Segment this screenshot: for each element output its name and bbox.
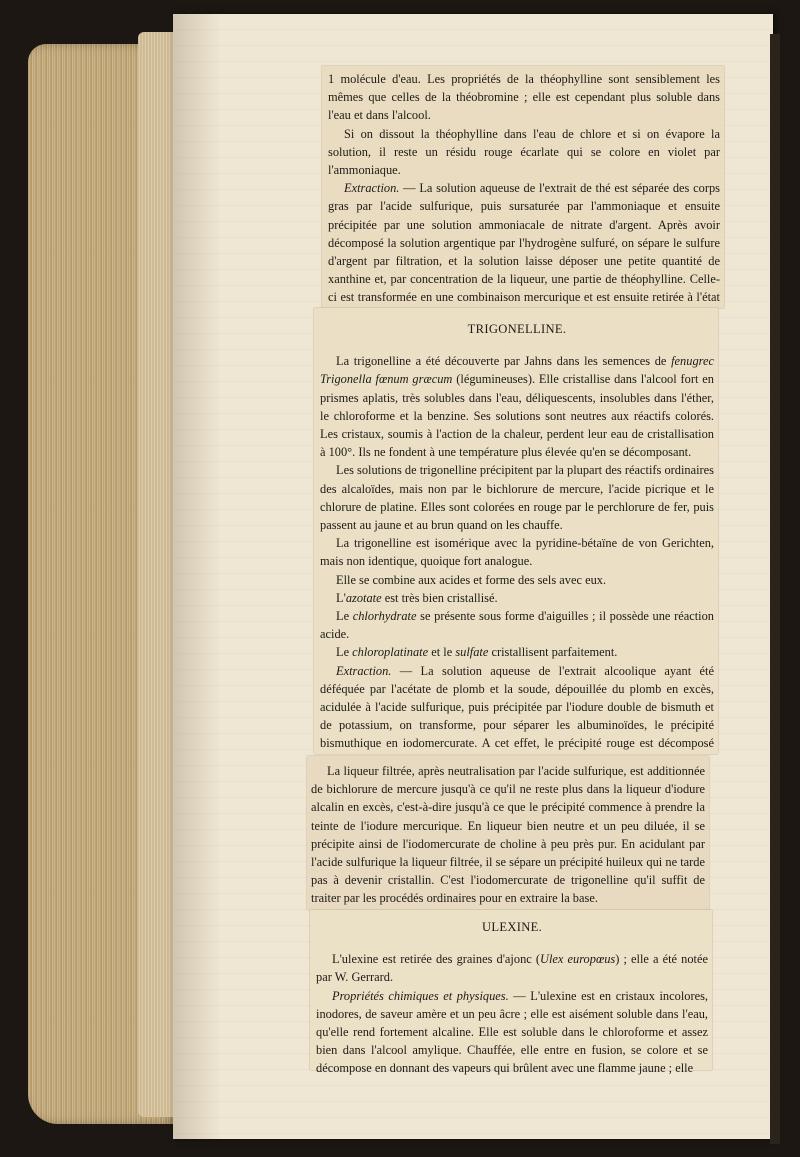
italic-text: azotate (345, 590, 382, 605)
text: ) ; elle a été notée par W. Gerrard. (316, 952, 708, 985)
paragraph (316, 987, 708, 1078)
paragraph: Elle se combine aux acides et forme des sels avec eux. (336, 572, 607, 587)
text: — La solution aqueuse de l'extrait alcoolique ayant été déféquée par l'acétate de plomb et la soude, dépouillée du plomb en excès, acidulée à l'acide sulfurique, puis précipitée par l'iodure double de bismuth et de potassium, on transforme, pour séparer les albuminoïdes, le précipité bismuthique en iodomercurate. A cet effet, le précipité rouge est décomposé (320, 663, 714, 751)
text: L'ulexine est retirée des graines d'ajonc ( (332, 952, 540, 967)
binding-shadow (770, 34, 780, 1144)
clipping-theophylline (322, 66, 724, 308)
italic-text: chloroplatinate (352, 645, 429, 660)
text: Le (336, 609, 353, 624)
run-in-heading: Extraction. (344, 181, 400, 196)
text: se présente sous forme d'aiguilles ; il possède une réaction acide. (320, 609, 714, 642)
section-heading: TRIGONELLINE. (467, 322, 567, 336)
clipping-trigonelline (314, 308, 718, 754)
text: L' (336, 590, 346, 605)
paragraph: La liqueur filtrée, après neutralisation par l'acide sulfurique, est additionnée de bichlorure de mercure jusqu'à ce qu'il ne reste plus dans la liqueur d'iodure alcalin en excès, c'est-à-dire jusqu'à ce que le précipité commence à prendre la teinte de l'iodure mercurique. En liqueur bien neutre et un peu diluée, il se précipite ainsi de l'iodomercurate de choline à peu près pur. En acidulant par l'acide sulfurique la liqueur filtrée, il se sépare un précipité huileux qui ne tarde pas à devenir cristallin. C'est l'iodomercurate de trigonelline qu'il suffit de traiter par les procédés ordinaires pour en extraire la base. (311, 764, 705, 906)
section-heading: ULEXINE. (481, 920, 543, 934)
paragraph: 1 molécule d'eau. Les propriétés de la théophylline sont sensiblement les mêmes que celles de la théobromine ; elle est cependant plus soluble dans l'eau et dans l'alcool. (328, 72, 720, 123)
paragraph (320, 662, 714, 771)
page-edges-inner (138, 32, 178, 1117)
text: La trigonelline a été découverte par Jahns dans les semences de (336, 354, 672, 369)
text: — L'ulexine est en cristaux incolores, inodores, de saveur amère et un peu âcre ; elle est aisément soluble dans l'eau, qu'elle rend fortement alcaline. Elle est soluble dans le chloroforme et assez bien dans l'alcool amylique. Chauffée, elle entre en fusion, se colore et se décompose en donnant des vapeurs qui brûlent avec une flamme jaune ; elle (316, 988, 708, 1076)
text: — La solution aqueuse de l'extrait de thé est séparée des corps gras par l'acide sulfurique, puis sursaturée par l'ammoniaque et ensuite précipitée par une solution ammoniacale de nitrate d'argent. Après avoir décomposé la solution argentique par l'hydrogène sulfuré, on sépare le sulfure d'argent par filtration, et la solution laisse déposer une petite quantité de xanthine et, par concentration de la liqueur, une partie de théophylline. Celle-ci est transformée en une combinaison mercurique et est ensuite retirée à l'état (328, 181, 720, 305)
clipping-trigonelline-continued (307, 756, 709, 910)
paragraph: Si on dissout la théophylline dans l'eau de chlore et si on évapore la solution, il reste un résidu rouge écarlate qui se colore en violet par l'ammoniaque. (328, 126, 720, 178)
text: et le (428, 645, 456, 660)
run-in-heading: Extraction. (336, 663, 392, 678)
paragraph (320, 643, 714, 661)
italic-text: chlorhydrate (352, 609, 417, 624)
paragraph (328, 179, 720, 325)
paragraph (320, 607, 714, 643)
text: Le (336, 645, 353, 660)
italic-text: fenugrec Trigonella fœnum græcum (320, 354, 714, 387)
paragraph: Les solutions de trigonelline précipitent par la plupart des réactifs ordinaires des alcaloïdes, mais non par le bichlorure de mercure, l'acide picrique et le chlorure de platine. Elles sont colorées en rouge par le perchlorure de fer, puis passent au jaune et au brun quand on les chauffe. (320, 463, 714, 533)
paragraph: La trigonelline est isomérique avec la pyridine-bétaïne de von Gerichten, mais non identique, quoique fort analogue. (320, 536, 714, 569)
text: cristallisent parfaitement. (488, 645, 618, 660)
italic-text: sulfate (455, 645, 489, 660)
paragraph (320, 352, 714, 461)
italic-text: Ulex europœus (540, 952, 616, 967)
paragraph (320, 589, 714, 607)
text: est très bien cristallisé. (381, 590, 498, 605)
run-in-heading: Propriétés chimiques et physiques. (332, 988, 509, 1003)
text: (légumineuses). Elle cristallise dans l'alcool fort en prismes aplatis, très solubles dans l'eau, déliquescents, insolubles dans l'éther, le chloroforme et la benzine. Ses solutions sont neutres aux réactifs colorés. Les cristaux, soumis à l'action de la chaleur, perdent leur eau de cristallisation à 100°. Ils ne fondent à une température plus élevée qu'en se décomposant. (320, 372, 714, 460)
clipping-ulexine (310, 910, 712, 1076)
paragraph (316, 950, 708, 986)
